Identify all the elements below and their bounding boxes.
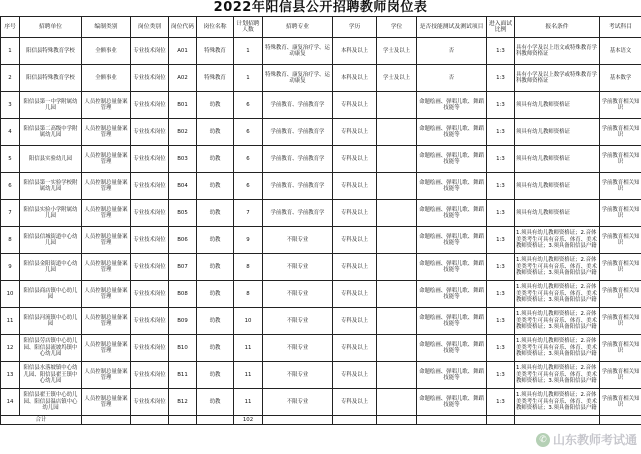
table-cell: 13 <box>1 362 20 389</box>
table-row <box>1 146 641 173</box>
table-cell: 1.须具有幼儿教师资格证；2.音体美类考生可具有音乐、体育、美术教师资格证；3.须具备阳信县户籍 <box>515 281 600 308</box>
table-cell: 须具有幼儿教师资格证 <box>515 146 600 173</box>
table-cell: 5 <box>1 146 20 173</box>
table-cell: B01 <box>169 92 197 119</box>
table-cell: 8 <box>234 281 263 308</box>
table-cell: 命题绘画、弹唱儿歌、舞蹈技能等 <box>417 308 487 335</box>
table-cell: 人员控制总量备案管理 <box>82 200 131 227</box>
table-cell: 1:3 <box>487 146 515 173</box>
table-cell: 幼教 <box>197 335 234 362</box>
table-cell: 阳信县特殊教育学校 <box>20 38 82 65</box>
table-cell: 6 <box>234 173 263 200</box>
table-cell: 全额事业 <box>82 38 131 65</box>
table-cell: 学士及以上 <box>377 38 417 65</box>
col-header: 招聘专业 <box>263 17 333 38</box>
table-row <box>1 200 641 227</box>
table-cell: 专业技术岗位 <box>131 281 169 308</box>
table-cell: 人员控制总量备案管理 <box>82 362 131 389</box>
table-cell: 1 <box>234 38 263 65</box>
table-cell: 特殊教育、康复治疗学、运动康复 <box>263 38 333 65</box>
table-cell: 3 <box>1 92 20 119</box>
table-cell: 1:3 <box>487 389 515 416</box>
table-cell: 1:3 <box>487 281 515 308</box>
table-cell: 阳信县特殊教育学校 <box>20 65 82 92</box>
table-cell: 须具有幼儿教师资格证 <box>515 92 600 119</box>
table-cell: 专业技术岗位 <box>131 173 169 200</box>
table-cell: 人员控制总量备案管理 <box>82 335 131 362</box>
table-cell: 11 <box>234 335 263 362</box>
table-cell: 专科及以上 <box>333 227 377 254</box>
table-cell: 学前教育相关知识 <box>600 227 641 254</box>
table-cell: 幼教 <box>197 308 234 335</box>
table-cell: 幼教 <box>197 200 234 227</box>
table-cell: 学前教育相关知识 <box>600 308 641 335</box>
table-cell: 1.须具有幼儿教师资格证；2.音体美类考生可具有音乐、体育、美术教师资格证；3.须具备阳信县户籍 <box>515 254 600 281</box>
table-cell: 11 <box>234 389 263 416</box>
col-header: 岗位代码 <box>169 17 197 38</box>
table-cell <box>377 416 417 425</box>
table-cell: 1:3 <box>487 65 515 92</box>
table-cell: 1 <box>234 65 263 92</box>
table-cell: 命题绘画、弹唱儿歌、舞蹈技能等 <box>417 335 487 362</box>
table-cell: 具有小学及以上数学或特殊教育学科教师资格证 <box>515 65 600 92</box>
table-cell: 专业技术岗位 <box>131 362 169 389</box>
table-cell: 学士及以上 <box>377 65 417 92</box>
table-cell: 1.须具有幼儿教师资格证；2.音体美类考生可具有音乐、体育、美术教师资格证；3.须具备阳信县户籍 <box>515 335 600 362</box>
table-cell: 须具有幼儿教师资格证 <box>515 173 600 200</box>
table-cell: 9 <box>234 227 263 254</box>
table-body <box>1 38 641 416</box>
table-row <box>1 65 641 92</box>
table-cell: 命题绘画、弹唱儿歌、舞蹈技能等 <box>417 173 487 200</box>
table-cell: 8 <box>1 227 20 254</box>
table-cell: 学前教育相关知识 <box>600 389 641 416</box>
table-cell: 命题绘画、弹唱儿歌、舞蹈技能等 <box>417 227 487 254</box>
table-cell: B10 <box>169 335 197 362</box>
table-cell: 阳信县河流镇中心幼儿园 <box>20 308 82 335</box>
table-cell: 幼教 <box>197 92 234 119</box>
table-row <box>1 335 641 362</box>
table-row <box>1 308 641 335</box>
table-cell: 不限专业 <box>263 389 333 416</box>
table-cell: 命题绘画、弹唱儿歌、舞蹈技能等 <box>417 389 487 416</box>
table-cell: 不限专业 <box>263 308 333 335</box>
table-row <box>1 38 641 65</box>
table-cell: 学前教育相关知识 <box>600 173 641 200</box>
table-cell: 1:3 <box>487 200 515 227</box>
table-cell: 1.须具有幼儿教师资格证；2.音体美类考生可具有音乐、体育、美术教师资格证；3.须具备阳信县户籍 <box>515 362 600 389</box>
table-cell: 人员控制总量备案管理 <box>82 119 131 146</box>
table-row <box>1 362 641 389</box>
table-cell: 9 <box>1 254 20 281</box>
table-cell: 10 <box>1 281 20 308</box>
col-header: 学历 <box>333 17 377 38</box>
table-cell: 人员控制总量备案管理 <box>82 389 131 416</box>
col-header: 岗位类别 <box>131 17 169 38</box>
table-cell: 专科及以上 <box>333 119 377 146</box>
table-cell: 专业技术岗位 <box>131 254 169 281</box>
table-cell: 不限专业 <box>263 227 333 254</box>
table-cell: 学前教育相关知识 <box>600 146 641 173</box>
table-cell: 人员控制总量备案管理 <box>82 173 131 200</box>
table-cell: 专业技术岗位 <box>131 92 169 119</box>
table-cell: 命题绘画、弹唱儿歌、舞蹈技能等 <box>417 119 487 146</box>
table-cell: 6 <box>234 119 263 146</box>
table-cell: 人员控制总量备案管理 <box>82 308 131 335</box>
table-cell <box>82 416 131 425</box>
table-cell: 1:3 <box>487 254 515 281</box>
recruitment-table <box>0 16 641 425</box>
table-cell: 专业技术岗位 <box>131 146 169 173</box>
table-cell: 6 <box>234 92 263 119</box>
table-cell: 否 <box>417 65 487 92</box>
col-header: 编制类别 <box>82 17 131 38</box>
table-cell <box>487 416 515 425</box>
table-cell: 基本数学 <box>600 65 641 92</box>
table-cell: B07 <box>169 254 197 281</box>
table-cell: 学前教育相关知识 <box>600 200 641 227</box>
table-cell: 1 <box>1 38 20 65</box>
table-cell: 学前教育、学前教育学 <box>263 173 333 200</box>
table-cell: 1:3 <box>487 362 515 389</box>
table-cell: 人员控制总量备案管理 <box>82 281 131 308</box>
table-cell: 阳信县劳店镇中心幼儿园、阳信县流坡坞镇中心幼儿园 <box>20 335 82 362</box>
table-cell: 专科及以上 <box>333 335 377 362</box>
table-cell: 1:3 <box>487 308 515 335</box>
table-cell: 1.须具有幼儿教师资格证；2.音体美类考生可具有音乐、体育、美术教师资格证；3.须具备阳信县户籍 <box>515 389 600 416</box>
table-cell: 阳信县实验小学附属幼儿园 <box>20 200 82 227</box>
table-cell: 专业技术岗位 <box>131 335 169 362</box>
col-header: 序号 <box>1 17 20 38</box>
table-cell <box>417 416 487 425</box>
table-cell <box>169 416 197 425</box>
table-cell: 2 <box>1 65 20 92</box>
table-cell: 特殊教育 <box>197 65 234 92</box>
table-cell: 命题绘画、弹唱儿歌、舞蹈技能等 <box>417 254 487 281</box>
table-cell: 专科及以上 <box>333 92 377 119</box>
table-cell: 10 <box>234 308 263 335</box>
table-cell: 阳信县第二高级中学附属幼儿园 <box>20 119 82 146</box>
table-cell: 专科及以上 <box>333 389 377 416</box>
table-cell <box>377 335 417 362</box>
table-cell: 1:3 <box>487 173 515 200</box>
table-cell: B11 <box>169 362 197 389</box>
table-cell <box>377 227 417 254</box>
col-header: 招聘单位 <box>20 17 82 38</box>
table-cell: 命题绘画、弹唱儿歌、舞蹈技能等 <box>417 146 487 173</box>
table-cell: 本科及以上 <box>333 38 377 65</box>
table-cell: 学前教育相关知识 <box>600 254 641 281</box>
table-row <box>1 281 641 308</box>
table-cell: 专科及以上 <box>333 362 377 389</box>
total-count: 102 <box>234 416 263 425</box>
table-cell: 6 <box>234 146 263 173</box>
table-cell: B12 <box>169 389 197 416</box>
table-cell <box>131 416 169 425</box>
table-cell: 1.须具有幼儿教师资格证；2.音体美类考生可具有音乐、体育、美术教师资格证；3.须具备阳信县户籍 <box>515 227 600 254</box>
table-cell: 专科及以上 <box>333 146 377 173</box>
table-cell: 学前教育、学前教育学 <box>263 92 333 119</box>
table-cell: 专科及以上 <box>333 281 377 308</box>
table-header-row <box>1 17 641 38</box>
table-cell: 命题绘画、弹唱儿歌、舞蹈技能等 <box>417 281 487 308</box>
table-cell: 6 <box>1 173 20 200</box>
table-cell: 专业技术岗位 <box>131 200 169 227</box>
table-cell <box>377 119 417 146</box>
table-cell <box>377 389 417 416</box>
table-cell: 4 <box>1 119 20 146</box>
table-row <box>1 254 641 281</box>
table-cell: 学前教育、学前教育学 <box>263 146 333 173</box>
table-cell: 阳信县信城街道中心幼儿园 <box>20 227 82 254</box>
table-cell: 阳信县第一中学附属幼儿园 <box>20 92 82 119</box>
table-cell: 具有小学及以上语文或特殊教育学科教师资格证 <box>515 38 600 65</box>
table-cell: B09 <box>169 308 197 335</box>
table-cell: 专科及以上 <box>333 200 377 227</box>
table-cell: 基本语文 <box>600 38 641 65</box>
table-cell: 须具有幼儿教师资格证 <box>515 119 600 146</box>
table-cell: 专业技术岗位 <box>131 119 169 146</box>
table-row <box>1 389 641 416</box>
table-row <box>1 173 641 200</box>
table-cell: 学前教育相关知识 <box>600 119 641 146</box>
table-cell: 幼教 <box>197 281 234 308</box>
table-cell: 阳信县商店镇中心幼儿园 <box>20 281 82 308</box>
table-cell: 命题绘画、弹唱儿歌、舞蹈技能等 <box>417 200 487 227</box>
page-title: 2022年阳信县公开招聘教师岗位表 <box>213 0 428 15</box>
table-cell: B03 <box>169 146 197 173</box>
table-cell: 专业技术岗位 <box>131 227 169 254</box>
table-cell: 7 <box>1 200 20 227</box>
table-cell <box>377 308 417 335</box>
table-cell: 11 <box>1 308 20 335</box>
table-cell: 特殊教育 <box>197 38 234 65</box>
table-cell: 幼教 <box>197 254 234 281</box>
table-cell <box>377 173 417 200</box>
table-cell: 1:3 <box>487 119 515 146</box>
table-cell: 1:3 <box>487 227 515 254</box>
table-cell <box>600 416 641 425</box>
table-cell: 阳信县实验幼儿园 <box>20 146 82 173</box>
table-cell: B04 <box>169 173 197 200</box>
table-cell: 1:3 <box>487 335 515 362</box>
table-cell <box>377 200 417 227</box>
table-cell <box>197 416 234 425</box>
table-cell: 人员控制总量备案管理 <box>82 146 131 173</box>
table-cell: 阳信县第一实验学校附属幼儿园 <box>20 173 82 200</box>
table-cell: 人员控制总量备案管理 <box>82 92 131 119</box>
table-cell: 不限专业 <box>263 362 333 389</box>
table-cell: 专科及以上 <box>333 254 377 281</box>
table-cell: 专科及以上 <box>333 173 377 200</box>
watermark <box>536 431 637 448</box>
table-cell <box>263 416 333 425</box>
table-cell: 7 <box>234 200 263 227</box>
table-cell: 学前教育相关知识 <box>600 362 641 389</box>
table-cell: 不限专业 <box>263 281 333 308</box>
table-cell: 不限专业 <box>263 335 333 362</box>
table-cell <box>515 416 600 425</box>
table-cell: 1.须具有幼儿教师资格证；2.音体美类考生可具有音乐、体育、美术教师资格证；3.须具备阳信县户籍 <box>515 308 600 335</box>
table-row <box>1 92 641 119</box>
col-header: 报名条件 <box>515 17 600 38</box>
table-cell: 学前教育相关知识 <box>600 335 641 362</box>
total-row <box>1 416 641 425</box>
table-cell: 学前教育相关知识 <box>600 281 641 308</box>
table-cell: 阳信县水落坡镇中心幼儿园、阳信县翟王镇中心幼儿园 <box>20 362 82 389</box>
table-cell: 本科及以上 <box>333 65 377 92</box>
col-header: 计划招聘人数 <box>234 17 263 38</box>
table-cell: 学前教育、学前教育学 <box>263 119 333 146</box>
table-cell: 专业技术岗位 <box>131 65 169 92</box>
table-cell <box>377 254 417 281</box>
col-header: 是否技能测试及测试项目 <box>417 17 487 38</box>
watermark-text: 山东教师考试通 <box>552 433 637 447</box>
table-cell: 专业技术岗位 <box>131 38 169 65</box>
table-cell: 14 <box>1 389 20 416</box>
table-cell: 幼教 <box>197 389 234 416</box>
table-cell: 11 <box>234 362 263 389</box>
table-cell: 不限专业 <box>263 254 333 281</box>
table-cell: 人员控制总量备案管理 <box>82 254 131 281</box>
table-cell: 12 <box>1 335 20 362</box>
table-cell <box>377 362 417 389</box>
table-cell: 幼教 <box>197 173 234 200</box>
table-cell <box>333 416 377 425</box>
table-cell: 学前教育相关知识 <box>600 92 641 119</box>
table-cell: 1:3 <box>487 38 515 65</box>
table-cell: B08 <box>169 281 197 308</box>
table-cell: 阳信县翟王镇中心幼儿园、阳信县温店镇中心幼儿园 <box>20 389 82 416</box>
table-cell: A01 <box>169 38 197 65</box>
col-header: 进入面试比例 <box>487 17 515 38</box>
table-cell: 命题绘画、弹唱儿歌、舞蹈技能等 <box>417 92 487 119</box>
table-cell: 否 <box>417 38 487 65</box>
table-cell: 命题绘画、弹唱儿歌、舞蹈技能等 <box>417 362 487 389</box>
table-cell <box>377 281 417 308</box>
table-cell: 全额事业 <box>82 65 131 92</box>
table-cell: 幼教 <box>197 119 234 146</box>
table-row <box>1 119 641 146</box>
table-cell: 阳信县金阳街道中心幼儿园 <box>20 254 82 281</box>
col-header: 考试科目 <box>600 17 641 38</box>
col-header: 学位 <box>377 17 417 38</box>
table-cell: 幼教 <box>197 362 234 389</box>
table-cell: 特殊教育、康复治疗学、运动康复 <box>263 65 333 92</box>
table-cell: B05 <box>169 200 197 227</box>
table-cell: 人员控制总量备案管理 <box>82 227 131 254</box>
table-cell: 8 <box>234 254 263 281</box>
col-header: 岗位名称 <box>197 17 234 38</box>
table-cell: 须具有幼儿教师资格证 <box>515 200 600 227</box>
table-cell: 幼教 <box>197 227 234 254</box>
wechat-icon: ✆ <box>536 433 550 447</box>
table-cell: 专科及以上 <box>333 308 377 335</box>
table-row <box>1 227 641 254</box>
table-cell <box>377 146 417 173</box>
total-label: 合计 <box>1 416 82 425</box>
table-cell: A02 <box>169 65 197 92</box>
table-cell <box>377 92 417 119</box>
table-cell: 学前教育、学前教育学 <box>263 200 333 227</box>
table-cell: 专业技术岗位 <box>131 389 169 416</box>
table-cell: 幼教 <box>197 146 234 173</box>
table-cell: 专业技术岗位 <box>131 308 169 335</box>
table-cell: B06 <box>169 227 197 254</box>
table-cell: B02 <box>169 119 197 146</box>
table-cell: 1:3 <box>487 92 515 119</box>
